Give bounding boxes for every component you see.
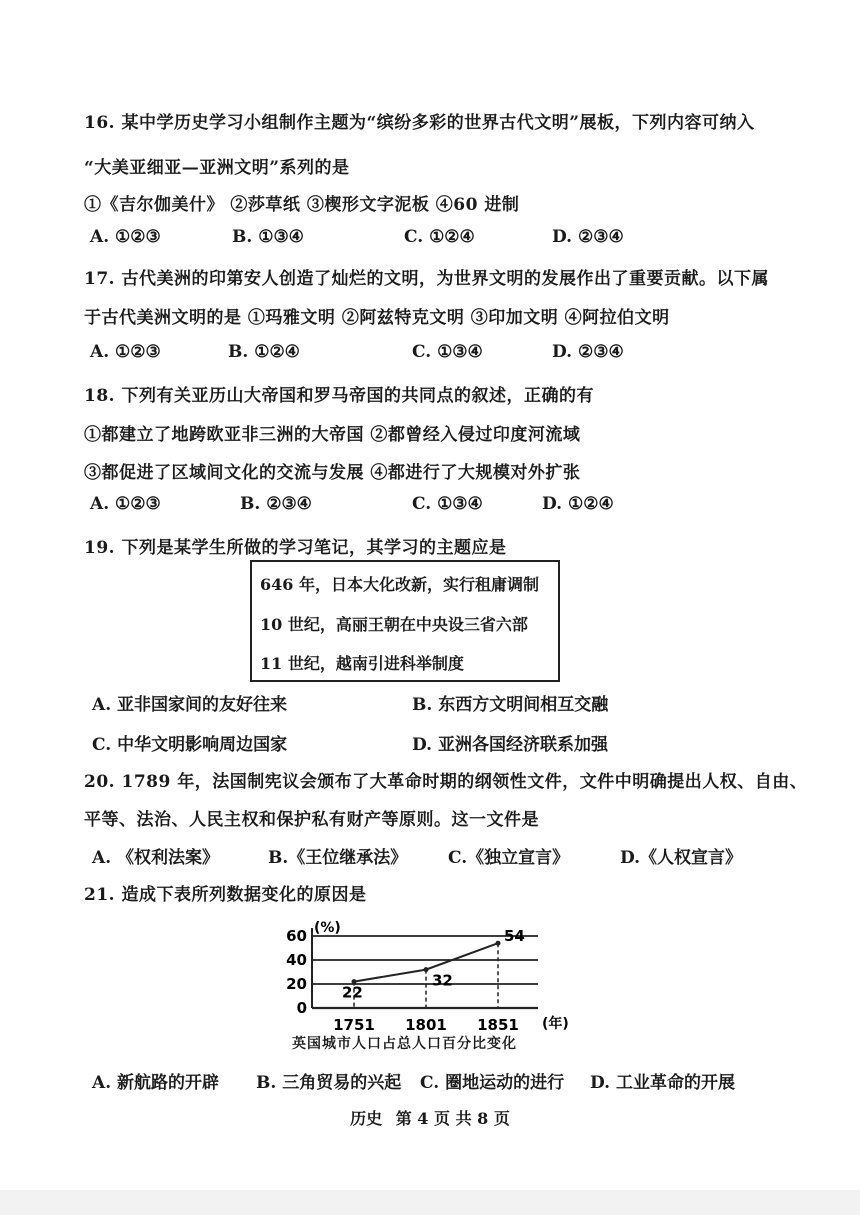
y-tick-label: 60: [286, 927, 307, 945]
q19-stem: 19. 下列是某学生所做的学习笔记，其学习的主题应是: [84, 538, 507, 558]
q18-items-line2: ③都促进了区域间文化的交流与发展 ④都进行了大规模对外扩张: [84, 463, 581, 483]
data-label: 22: [342, 983, 363, 1002]
data-point: [496, 941, 501, 946]
y-tick-label: 0: [296, 999, 307, 1017]
y-axis-label: (%): [314, 920, 341, 936]
q17-option-c[interactable]: C. ①③④: [412, 342, 483, 362]
q21-option-c[interactable]: C. 圈地运动的进行: [420, 1073, 565, 1093]
q16-option-b[interactable]: B. ①③④: [232, 227, 304, 247]
note-item: 11 世纪，越南引进科举制度: [260, 654, 464, 673]
q16-stem-line2: “大美亚细亚—亚洲文明”系列的是: [84, 158, 350, 178]
q20-option-b[interactable]: B.《王位继承法》: [268, 848, 408, 868]
y-tick-label: 20: [286, 975, 307, 993]
study-notes-box: [250, 560, 560, 682]
note-item: 10 世纪，高丽王朝在中央设三省六部: [260, 615, 528, 634]
q21-option-b[interactable]: B. 三角贸易的兴起: [256, 1073, 402, 1093]
x-tick-label: 1751: [333, 1016, 375, 1034]
page-footer: [0, 1106, 860, 1129]
q19-option-b[interactable]: B. 东西方文明间相互交融: [412, 695, 609, 715]
q18-items-line1: ①都建立了地跨欧亚非三洲的大帝国 ②都曾经入侵过印度河流域: [84, 425, 581, 445]
q18-option-b[interactable]: B. ②③④: [240, 494, 312, 514]
q16-items: ①《吉尔伽美什》 ②莎草纸 ③楔形文字泥板 ④60 进制: [84, 195, 520, 215]
note-item: 646 年，日本大化改新，实行租庸调制: [260, 575, 539, 594]
y-tick-label: 40: [286, 951, 307, 969]
q17-option-d[interactable]: D. ②③④: [552, 342, 624, 362]
q16-option-d[interactable]: D. ②③④: [552, 227, 624, 247]
x-axis-label: (年): [542, 1016, 569, 1032]
q18-stem-line1: 18. 下列有关亚历山大帝国和罗马帝国的共同点的叙述，正确的有: [84, 386, 594, 406]
q16-option-a[interactable]: A. ①②③: [90, 227, 161, 247]
q17-stem-line2: 于古代美洲文明的是 ①玛雅文明 ②阿兹特克文明 ③印加文明 ④阿拉伯文明: [84, 308, 670, 328]
q16-option-c[interactable]: C. ①②④: [404, 227, 475, 247]
q17-option-b[interactable]: B. ①②④: [228, 342, 300, 362]
x-tick-label: 1801: [405, 1016, 447, 1034]
data-label: 54: [504, 927, 525, 946]
q19-option-d[interactable]: D. 亚洲各国经济联系加强: [412, 735, 608, 755]
data-label: 32: [432, 971, 453, 990]
q21-option-a[interactable]: A. 新航路的开辟: [92, 1073, 220, 1093]
chart-series: [352, 941, 501, 1008]
q19-option-c[interactable]: C. 中华文明影响周边国家: [92, 735, 288, 755]
q20-stem-line1: 20. 1789 年，法国制宪议会颁布了大革命时期的纲领性文件，文件中明确提出人权、自由、: [84, 772, 808, 792]
q21-stem: 21. 造成下表所列数据变化的原因是: [84, 885, 367, 905]
q20-stem-line2: 平等、法治、人民主权和保护私有财产等原则。这一文件是: [84, 810, 539, 830]
q18-option-d[interactable]: D. ①②④: [542, 494, 614, 514]
q17-option-a[interactable]: A. ①②③: [90, 342, 161, 362]
q21-option-d[interactable]: D. 工业革命的开展: [590, 1073, 735, 1093]
chart-labels: [286, 920, 569, 1034]
q18-option-c[interactable]: C. ①③④: [412, 494, 483, 514]
q20-option-a[interactable]: A. 《权利法案》: [92, 848, 220, 868]
q16-stem-line1: 16. 某中学历史学习小组制作主题为“缤纷多彩的世界古代文明”展板，下列内容可纳入: [84, 113, 755, 133]
series-line: [354, 943, 498, 981]
q18-option-a[interactable]: A. ①②③: [90, 494, 161, 514]
q20-option-c[interactable]: C.《独立宣言》: [448, 848, 570, 868]
footer-subject: 历史: [350, 1109, 383, 1128]
q17-stem-line1: 17. 古代美洲的印第安人创造了灿烂的文明，为世界文明的发展作出了重要贡献。以下属: [84, 269, 769, 289]
chart-title: 英国城市人口占总人口百分比变化: [292, 1036, 517, 1052]
data-point: [424, 967, 429, 972]
x-tick-label: 1851: [477, 1016, 519, 1034]
q20-option-d[interactable]: D.《人权宣言》: [620, 848, 743, 868]
q19-option-a[interactable]: A. 亚非国家间的友好往来: [92, 695, 288, 715]
scan-edge: [0, 1190, 860, 1215]
footer-page-number: 第 4 页 共 8 页: [395, 1109, 510, 1128]
